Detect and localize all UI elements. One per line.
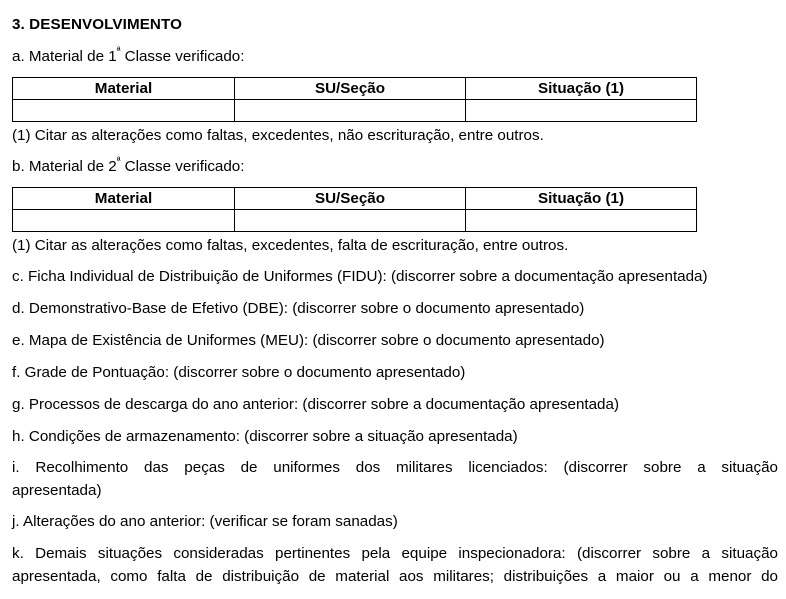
item-a-label bbox=[12, 45, 245, 65]
item-b-suffix: Classe verificado: bbox=[120, 158, 245, 175]
item-e: e. Mapa de Existência de Uniformes (MEU): (discorrer sobre o documento apresentado) bbox=[12, 332, 605, 349]
item-g: g. Processos de descarga do ano anterior: (discorrer sobre a documentação apresentada) bbox=[12, 396, 620, 413]
item-a-prefix: a. Material de 1 bbox=[12, 48, 117, 65]
item-b-label bbox=[12, 155, 245, 175]
cell-situacao[interactable] bbox=[466, 210, 697, 232]
item-a-suffix: Classe verificado: bbox=[120, 48, 245, 65]
header-su-secao: SU/Seção bbox=[235, 78, 466, 100]
cell-material[interactable] bbox=[13, 210, 235, 232]
item-j: j. Alterações do ano anterior: (verificar se foram sanadas) bbox=[12, 513, 398, 530]
table2-note: (1) Citar as alterações como faltas, excedentes, falta de escrituração, entre outros. bbox=[12, 237, 569, 254]
cell-situacao[interactable] bbox=[466, 100, 697, 122]
cell-su-secao[interactable] bbox=[235, 210, 466, 232]
item-b-sup: ª bbox=[116, 155, 121, 167]
cell-material[interactable] bbox=[13, 100, 235, 122]
table-header-row bbox=[13, 78, 697, 100]
table1-note: (1) Citar as alterações como faltas, excedentes, não escrituração, entre outros. bbox=[12, 127, 544, 144]
item-b-prefix: b. Material de 2 bbox=[12, 158, 117, 175]
item-k-line-2: apresentada, como falta de distribuição de material aos militares; distribuições a maior ou a menor do bbox=[12, 568, 778, 585]
item-i-line-1: i. Recolhimento das peças de uniformes dos militares licenciados: (discorrer sobre a situação bbox=[12, 459, 778, 476]
cell-su-secao[interactable] bbox=[235, 100, 466, 122]
header-situacao: Situação (1) bbox=[466, 78, 697, 100]
item-h: h. Condições de armazenamento: (discorrer sobre a situação apresentada) bbox=[12, 428, 518, 445]
table-material-1a-classe bbox=[12, 77, 697, 122]
table-header-row bbox=[13, 188, 697, 210]
item-f: f. Grade de Pontuação: (discorrer sobre o documento apresentado) bbox=[12, 364, 466, 381]
item-i-line-2: apresentada) bbox=[12, 482, 102, 499]
table-material-2a-classe bbox=[12, 187, 697, 232]
item-c: c. Ficha Individual de Distribuição de Uniformes (FIDU): (discorrer sobre a documentação apresentada) bbox=[12, 268, 708, 285]
header-material: Material bbox=[13, 188, 235, 210]
header-su-secao: SU/Seção bbox=[235, 188, 466, 210]
header-material: Material bbox=[13, 78, 235, 100]
item-a-sup: ª bbox=[116, 45, 121, 57]
item-k-line-1: k. Demais situações consideradas pertinentes pela equipe inspecionadora: (discorrer sobre a situação bbox=[12, 545, 778, 562]
item-d: d. Demonstrativo-Base de Efetivo (DBE): (discorrer sobre o documento apresentado) bbox=[12, 300, 585, 317]
header-situacao: Situação (1) bbox=[466, 188, 697, 210]
table-row bbox=[13, 100, 697, 122]
section-title: 3. DESENVOLVIMENTO bbox=[12, 16, 183, 33]
table-row bbox=[13, 210, 697, 232]
